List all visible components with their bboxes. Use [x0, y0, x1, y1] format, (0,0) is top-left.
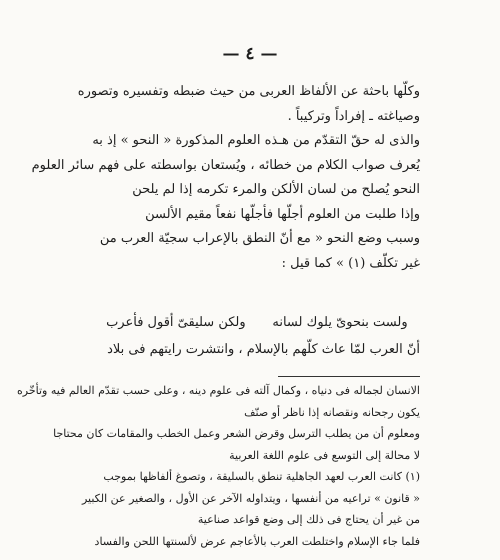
text-line: وإذا طلبت من العلوم أجلّها فأجلّها نفعاً مقيم الألسن — [145, 206, 420, 222]
text-line: والذى له حقّ التقدّم من هـذه العلوم المذكورة « النحو » إذ به — [92, 133, 420, 148]
text-line: غير تكلّف (١) » كما قيل : — [281, 255, 420, 271]
text-line: أنّ العرب لمّا عاث كلّهم بالإسلام ، وانتشرت رايتهم فى بلاد — [107, 342, 420, 357]
footnote-line: (١) كانت العرب لعهد الجاهلية تنطق بالسليقة ، وتصوغ ألفاظها بموجب — [103, 470, 420, 483]
text-line: وسبب وضع النحو « مع أنّ النطق بالإعراب سجيّة العرب من — [99, 231, 420, 246]
main-text-continued — [88, 338, 420, 363]
poetry-verse — [88, 312, 420, 334]
verse-second-hemistich: ولكن سليقىّ أقول فأعرب — [106, 315, 246, 330]
verse-first-hemistich: ولست بنحوىّ يلوك لسانه — [272, 315, 408, 330]
footnote-line: يكون رجحانه ونقصانه إذا ناظر أو صنّف — [244, 405, 420, 419]
text-line: يُعرف صواب الكلام من خطائه ، ويُستعان بواسطته على فهم سائر العلوم — [31, 157, 420, 173]
footnote-line: الانسان لجماله فى دنياه ، وكمال آلته فى علوم دينه ، وعلى حسب تقدّم العالم فيه وتأخّره — [17, 384, 420, 397]
footnotes — [17, 380, 420, 552]
page-number: — ٤ — — [222, 44, 278, 64]
footnote-line: ومعلوم أن من يطلب الترسل وقرض الشعر وعمل الخطب والمقامات كان محتاجا — [53, 427, 420, 440]
text-line: وصياغته ـ إفراداً وتركيباً . — [287, 108, 420, 124]
text-line: النحو يُصلح من لسان الألكن والمرء تكرمه إذا لم يلحن — [132, 182, 420, 197]
footnote-line: « قانون » تراعيه من أنفسها ، ويتداوله الآخر عن الأول ، والصغير عن الكبير — [81, 491, 420, 505]
footnote-separator — [278, 376, 420, 377]
footnote-line: فلما جاء الإسلام واختلطت العرب بالأعاجم عرض لألسنتها اللحن والفساد — [94, 534, 420, 548]
main-text — [31, 80, 420, 276]
text-line: وكلّها باحثة عن الألفاظ العربى من حيث ضبطه وتفسيره وتصوره — [77, 84, 420, 99]
footnote-line: لا محالة إلى التوسع فى علوم اللغة العربية — [229, 448, 420, 462]
footnote-line: من غير أن يحتاج فى ذلك إلى وضع قواعد صناعية — [197, 513, 420, 526]
